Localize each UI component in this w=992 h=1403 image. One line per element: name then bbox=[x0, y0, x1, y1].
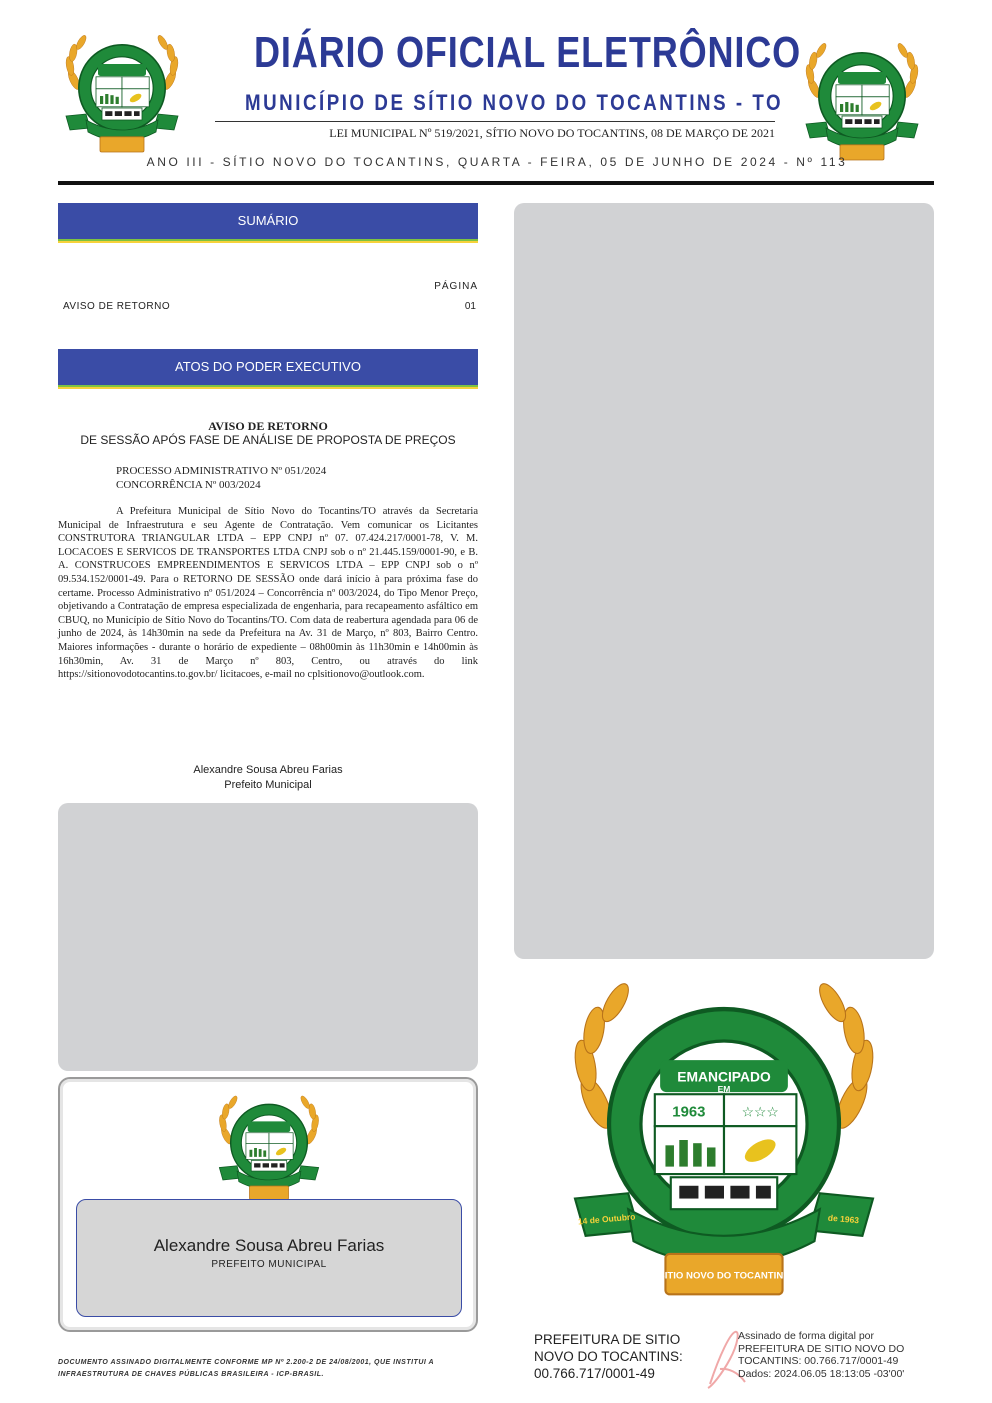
card-seal bbox=[214, 1093, 324, 1203]
legal-footer: DOCUMENTO ASSINADO DIGITALMENTE CONFORME MP Nº 2.200-2 DE 24/08/2001, QUE INSTITUI A INFRAESTRUTURA DE CHAVES PÚBLICAS BRASILEIRA - ICP-BRASIL. bbox=[58, 1359, 434, 1378]
section-heading: ATOS DO PODER EXECUTIVO bbox=[58, 349, 478, 389]
toc-page-label: PÁGINA bbox=[434, 281, 478, 292]
gazette-title: DIÁRIO OFICIAL ELETRÔNICO bbox=[254, 28, 802, 77]
seal-ribbon-left: 14 de Outubro bbox=[577, 1211, 636, 1227]
toc-item-page: 01 bbox=[464, 301, 476, 312]
municipal-seal-left bbox=[60, 32, 184, 156]
signer-name: Alexandre Sousa Abreu Farias bbox=[193, 764, 343, 776]
summary-heading: SUMÁRIO bbox=[58, 203, 478, 243]
municipal-seal-large bbox=[512, 975, 936, 1305]
mayor-card-nameplate bbox=[76, 1199, 462, 1317]
seal-stars: ☆☆☆ bbox=[741, 1104, 779, 1121]
toc-item-label[interactable]: AVISO DE RETORNO bbox=[63, 301, 171, 312]
process-number: PROCESSO ADMINISTRATIVO Nº 051/2024 bbox=[116, 465, 327, 477]
signed-line-4: Dados: 2024.06.05 18:13:05 -03'00' bbox=[738, 1367, 905, 1380]
mayor-name: Alexandre Sousa Abreu Farias bbox=[153, 1236, 385, 1255]
empty-panel-right bbox=[514, 203, 934, 959]
notice-title: AVISO DE RETORNO bbox=[208, 419, 328, 433]
signed-line-2: PREFEITURA DE SITIO NOVO DO bbox=[738, 1342, 905, 1355]
process-info bbox=[116, 464, 326, 492]
notice-subtitle: DE SESSÃO APÓS FASE DE ANÁLISE DE PROPOSTA DE PREÇOS bbox=[80, 433, 456, 447]
seal-banner: SITIO NOVO DO TOCANTINS bbox=[658, 1270, 790, 1282]
signer-line-3: 00.766.717/0001-49 bbox=[534, 1366, 655, 1381]
seal-ribbon-right: de 1963 bbox=[827, 1212, 860, 1226]
mayor-role: PREFEITO MUNICIPAL bbox=[211, 1259, 327, 1270]
seal-year: 1963 bbox=[672, 1104, 706, 1121]
notice-body: A Prefeitura Municipal de Sítio Novo do Tocantins/TO através da Secretaria Municipal de Infraestrutura e seu Agente de Contratação. Vem comunicar os Licitantes CONSTRUTORA TRIANGULAR LTDA – EPP CNPJ nº 07. 07.424.217/0001-78, V. M. LOCACOES E SERVICOS DE TRANSPORTES LTDA CNPJ sob o nº 21.445.159/0001-90, e B. A. CONSTRUCOES EMPREENDIMENTOS E SERVICOS LTDA – EPP CNPJ sob o nº 09.534.152/0001-49. Para o RETORNO DE SESSÃO onde dará início à para próxima fase do certame. Processo Administrativo nº 051/2024 – Concorrência nº 003/2024, do Tipo Menor Preço, objetivando a Contratação de empresa especializada de engenharia, para recapeamento asfáltico em CBUQ, no Município de Sítio Novo do Tocantins/TO. Com data de reabertura agendada para 06 de junho de 2024, às 14h30min na sede da Prefeitura na Av. 31 de Março, nº 803, Bairro Centro. Maiores informações - durante o horário de expediente – 08h00min às 11h30min e 14h00min às 16h30min, Av. 31 de Março nº 803, Centro, ou através do link https://sitionovodotocantins.to.gov.br/ licitacoes, e-mail no cplsitionovo@outlook.com. bbox=[58, 506, 478, 681]
seal-emancipado: EMANCIPADO bbox=[677, 1068, 771, 1085]
signed-line-1: Assinado de forma digital por bbox=[738, 1330, 874, 1342]
seal-em: EM bbox=[717, 1084, 731, 1095]
tender-number: CONCORRÊNCIA Nº 003/2024 bbox=[116, 479, 261, 491]
signer-role: Prefeito Municipal bbox=[224, 779, 312, 791]
empty-panel-left bbox=[58, 803, 478, 1071]
signed-line-3: TOCANTINS: 00.766.717/0001-49 bbox=[738, 1355, 899, 1367]
issue-line: ANO III - SÍTIO NOVO DO TOCANTINS, QUARTA - FEIRA, 05 DE JUNHO DE 2024 - Nº 113 bbox=[146, 155, 848, 169]
law-reference: LEI MUNICIPAL Nº 519/2021, SÍTIO NOVO DO TOCANTINS, 08 DE MARÇO DE 2021 bbox=[215, 121, 775, 141]
signer-block bbox=[534, 1331, 683, 1382]
header-divider bbox=[58, 181, 934, 185]
municipality-subtitle: MUNICÍPIO DE SÍTIO NOVO DO TOCANTINS - TO bbox=[245, 90, 784, 115]
municipal-seal-right bbox=[800, 40, 924, 164]
signer-line-2: NOVO DO TOCANTINS: bbox=[534, 1349, 683, 1364]
signer-line-1: PREFEITURA DE SITIO bbox=[534, 1332, 681, 1347]
digital-signature-details bbox=[738, 1330, 904, 1380]
